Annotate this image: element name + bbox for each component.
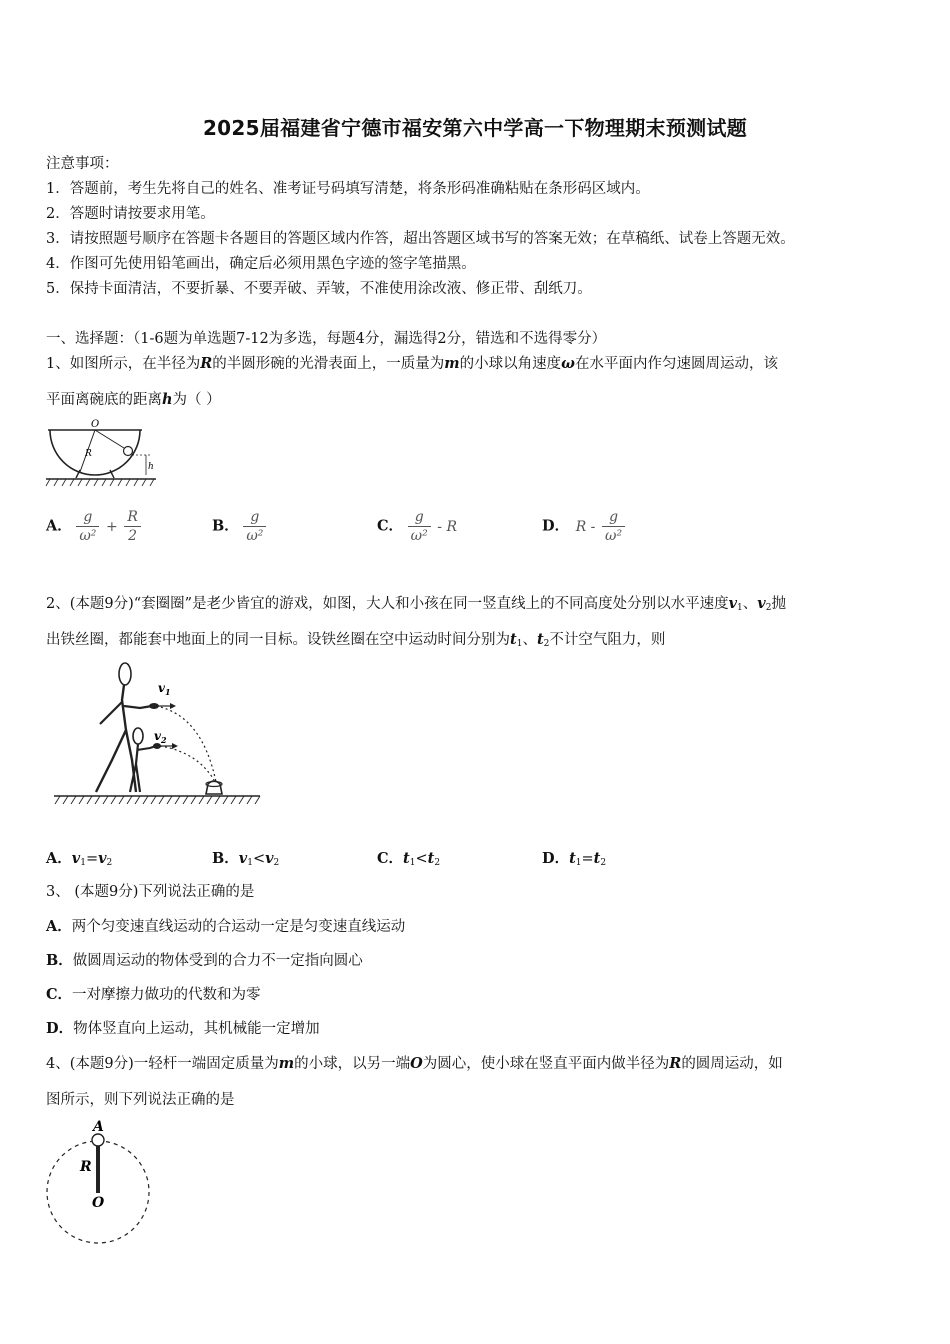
fraction: $\frac{g}{\text{ω²}}$ — [602, 508, 625, 545]
question-1-option-a[interactable]: A． $\frac{g}{\text{ω²}}$ + $\frac{R}{2}$ — [46, 508, 141, 545]
question-4-stem-line2: 图所示，则下列说法正确的是 — [46, 1092, 235, 1108]
rod-label-R: R — [80, 1159, 92, 1175]
question-2-option-b[interactable]: B．$v_1<v_2$ — [212, 850, 280, 868]
notice-heading: 注意事项： — [46, 156, 119, 172]
question-2-stem-line1: 2、(本题9分)“套圈圈”是老少皆宜的游戏，如图，大人和小孩在同一竖直线上的不同高度处分别以水平速度$v_1$、$v_2$抛 — [46, 595, 786, 613]
notice-item: 2．答题时请按要求用笔。 — [46, 206, 215, 222]
notice-item: 3．请按照题号顺序在答题卡各题目的答题区域内作答，超出答题区域书写的答案无效；在草稿纸、试卷上答题无效。 — [46, 231, 795, 247]
question-2-option-a[interactable]: A．$v_1=v_2$ — [46, 850, 113, 868]
question-1-option-c[interactable]: C． $\frac{g}{\text{ω²}}$ - R — [377, 509, 458, 544]
question-2-stem-line2: 出铁丝圈，都能套中地面上的同一目标。设铁丝圈在空中运动时间分别为$t_1$、$t_2$不计空气阻力，则 — [46, 631, 666, 649]
question-2-option-d[interactable]: D．$t_1=t_2$ — [542, 850, 607, 868]
notice-item: 4．作图可先使用铅笔画出，确定后必须用黑色字迹的签字笔描黑。 — [46, 256, 476, 272]
fraction: $\frac{R}{2}$ — [124, 508, 141, 545]
section-heading: 一、选择题：（1-6题为单选题7-12为多选，每题4分，漏选得2分，错选和不选得零分） — [46, 331, 607, 347]
notice-item: 1．答题前，考生先将自己的姓名、准考证号码填写清楚，将条形码准确粘贴在条形码区域内。 — [46, 181, 650, 197]
svg-text:v2: $v_2$ — [154, 729, 167, 745]
bowl-label-R: R — [85, 449, 92, 459]
question-3-option-a[interactable]: A．两个匀变速直线运动的合运动一定是匀变速直线运动 — [46, 918, 406, 935]
question-3-option-b[interactable]: B．做圆周运动的物体受到的合力不一定指向圆心 — [46, 952, 363, 969]
question-1-option-b[interactable]: B． $\frac{g}{\text{ω²}}$ — [212, 508, 266, 545]
question-1-option-d[interactable]: D． R - $\frac{g}{\text{ω²}}$ — [542, 508, 625, 545]
fraction: $\frac{g}{\text{ω²}}$ — [76, 508, 99, 545]
svg-text:v1: $v_1$ — [158, 681, 171, 697]
question-3-option-d[interactable]: D．物体竖直向上运动，其机械能一定增加 — [46, 1020, 320, 1037]
rod-label-O: O — [92, 1195, 105, 1211]
question-1-stem-line2: 平面离碗底的距离h为（ ） — [46, 391, 221, 408]
bowl-figure — [44, 418, 164, 490]
ring-toss-figure — [52, 660, 264, 810]
figure-label-v1: v — [158, 681, 165, 695]
page-title: 2025届福建省宁德市福安第六中学高一下物理期末预测试题 — [202, 116, 748, 140]
bowl-label-O: O — [91, 419, 100, 430]
notice-item: 5．保持卡面清洁，不要折暴、不要弄破、弄皱，不准使用涂改液、修正带、刮纸刀。 — [46, 281, 592, 297]
rod-label-A: A — [93, 1119, 104, 1135]
bowl-label-h: h — [148, 462, 154, 472]
question-3-option-c[interactable]: C．一对摩擦力做功的代数和为零 — [46, 986, 261, 1003]
rod-circle-figure — [42, 1115, 154, 1245]
question-2-option-c[interactable]: C．$t_1<t_2$ — [377, 850, 441, 868]
question-4-stem-line1: 4、(本题9分)一轻杆一端固定质量为m的小球，以另一端O为圆心，使小球在竖直平面内做半径为R的圆周运动，如 — [46, 1055, 783, 1072]
fraction: $\frac{g}{\text{ω²}}$ — [243, 508, 266, 545]
figure-label-v2: v — [154, 729, 161, 743]
question-1-stem-line1: 1、如图所示，在半径为R的半圆形碗的光滑表面上，一质量为m的小球以角速度ω在水平面内作匀速圆周运动，该 — [46, 355, 778, 372]
question-3-stem: 3、 (本题9分)下列说法正确的是 — [46, 884, 255, 900]
fraction: $\frac{g}{\text{ω²}}$ — [408, 508, 431, 545]
